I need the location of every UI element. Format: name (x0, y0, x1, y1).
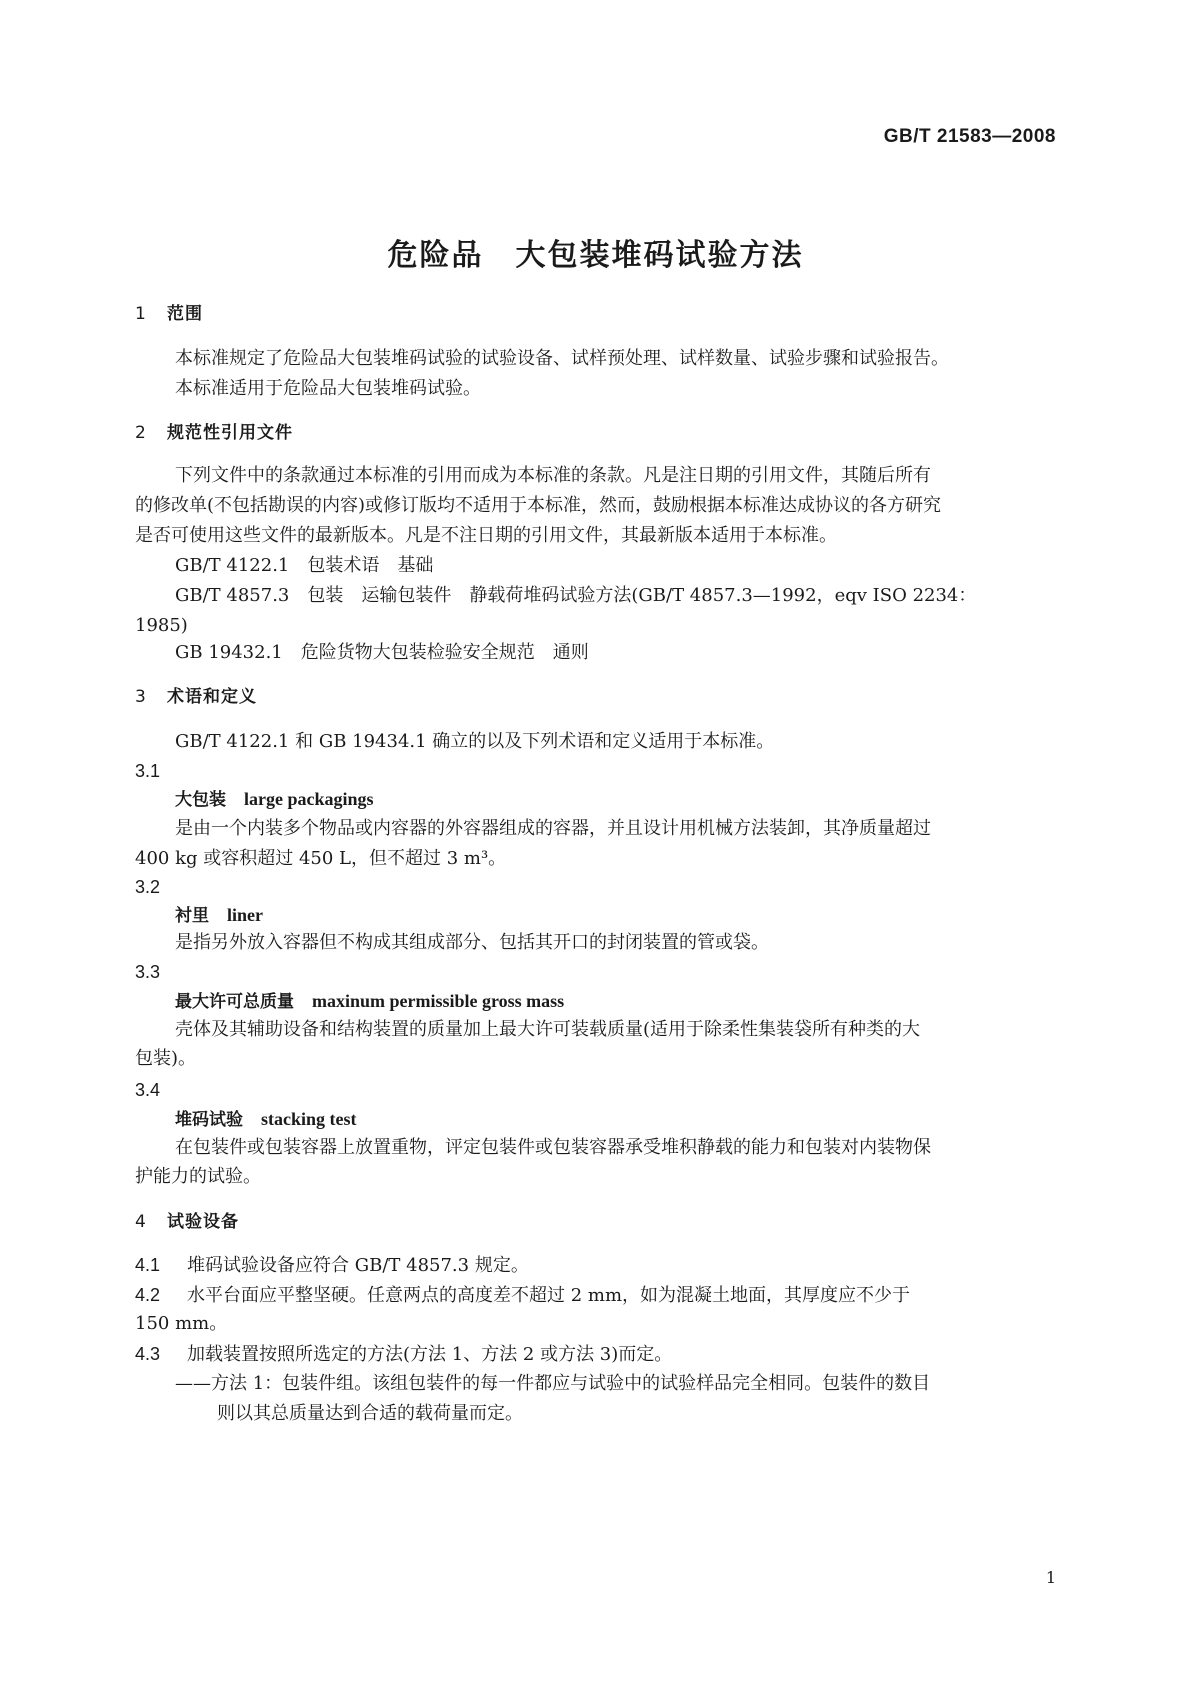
section-heading-4: 4 试验设备 (135, 1212, 239, 1232)
reference-item: GB/T 4122.1 包装术语 基础 (175, 555, 434, 576)
term-number: 3.2 (135, 877, 161, 897)
term-definition: 400 kg 或容积超过 450 L，但不超过 3 m³。 (135, 848, 507, 869)
reference-item: GB/T 4857.3 包装 运输包装件 静载荷堆码试验方法(GB/T 4857.3—1992，eqv ISO 2234： (175, 585, 977, 606)
method-item: 则以其总质量达到合适的载荷量而定。 (217, 1403, 523, 1424)
term-heading: 最大许可总质量 maxinum permissible gross mass (175, 991, 565, 1012)
term-number: 3.4 (135, 1080, 161, 1100)
page-number: 1 (1045, 1568, 1056, 1587)
section-heading-1: 1 范围 (135, 304, 203, 324)
reference-item: 1985) (135, 615, 188, 636)
term-definition: 在包装件或包装容器上放置重物，评定包装件或包装容器承受堆积静载的能力和包装对内装物保 (175, 1137, 931, 1158)
term-number: 3.1 (135, 761, 161, 781)
paragraph: 本标准规定了危险品大包装堆码试验的试验设备、试样预处理、试样数量、试验步骤和试验报告。 (175, 348, 949, 369)
method-item: ——方法 1：包装件组。该组包装件的每一件都应与试验中的试验样品完全相同。包装件的数目 (175, 1373, 931, 1394)
term-definition: 是指另外放入容器但不构成其组成部分、包括其开口的封闭装置的管或袋。 (175, 932, 769, 953)
term-definition: 壳体及其辅助设备和结构装置的质量加上最大许可装载质量(适用于除柔性集装袋所有种类的大 (175, 1019, 921, 1040)
title-part-1: 危险品 (387, 238, 484, 273)
term-definition: 是由一个内装多个物品或内容器的外容器组成的容器，并且设计用机械方法装卸，其净质量超过 (175, 818, 931, 839)
title-part-2: 大包装堆码试验方法 (515, 238, 804, 273)
term-definition: 包装)。 (135, 1048, 197, 1069)
standard-code: GB/T 21583—2008 (883, 126, 1056, 147)
clause-4-3: 4.3 加载装置按照所选定的方法(方法 1、方法 2 或方法 3)而定。 (135, 1344, 673, 1365)
paragraph: 本标准适用于危险品大包装堆码试验。 (175, 378, 481, 399)
paragraph: 的修改单(不包括勘误的内容)或修订版均不适用于本标准，然而，鼓励根据本标准达成协议的各方研究 (135, 495, 942, 516)
term-number: 3.3 (135, 962, 161, 982)
term-heading: 堆码试验 stacking test (175, 1109, 357, 1130)
clause-text: 150 mm。 (135, 1313, 228, 1334)
section-heading-3: 3 术语和定义 (135, 687, 257, 707)
document-title (0, 230, 1191, 274)
paragraph: GB/T 4122.1 和 GB 19434.1 确立的以及下列术语和定义适用于本标准。 (175, 731, 775, 752)
term-heading: 衬里 liner (175, 905, 263, 926)
section-heading-2: 2 规范性引用文件 (135, 423, 293, 443)
clause-4-2: 4.2 水平台面应平整坚硬。任意两点的高度差不超过 2 mm，如为混凝土地面，其厚度应不少于 (135, 1285, 911, 1306)
reference-item: GB 19432.1 危险货物大包装检验安全规范 通则 (175, 642, 589, 663)
paragraph: 下列文件中的条款通过本标准的引用而成为本标准的条款。凡是注日期的引用文件，其随后所有 (175, 465, 931, 486)
clause-4-1: 4.1 堆码试验设备应符合 GB/T 4857.3 规定。 (135, 1255, 529, 1276)
term-definition: 护能力的试验。 (135, 1166, 261, 1187)
term-heading: 大包装 large packagings (175, 789, 374, 810)
paragraph: 是否可使用这些文件的最新版本。凡是不注日期的引用文件，其最新版本适用于本标准。 (135, 525, 837, 546)
